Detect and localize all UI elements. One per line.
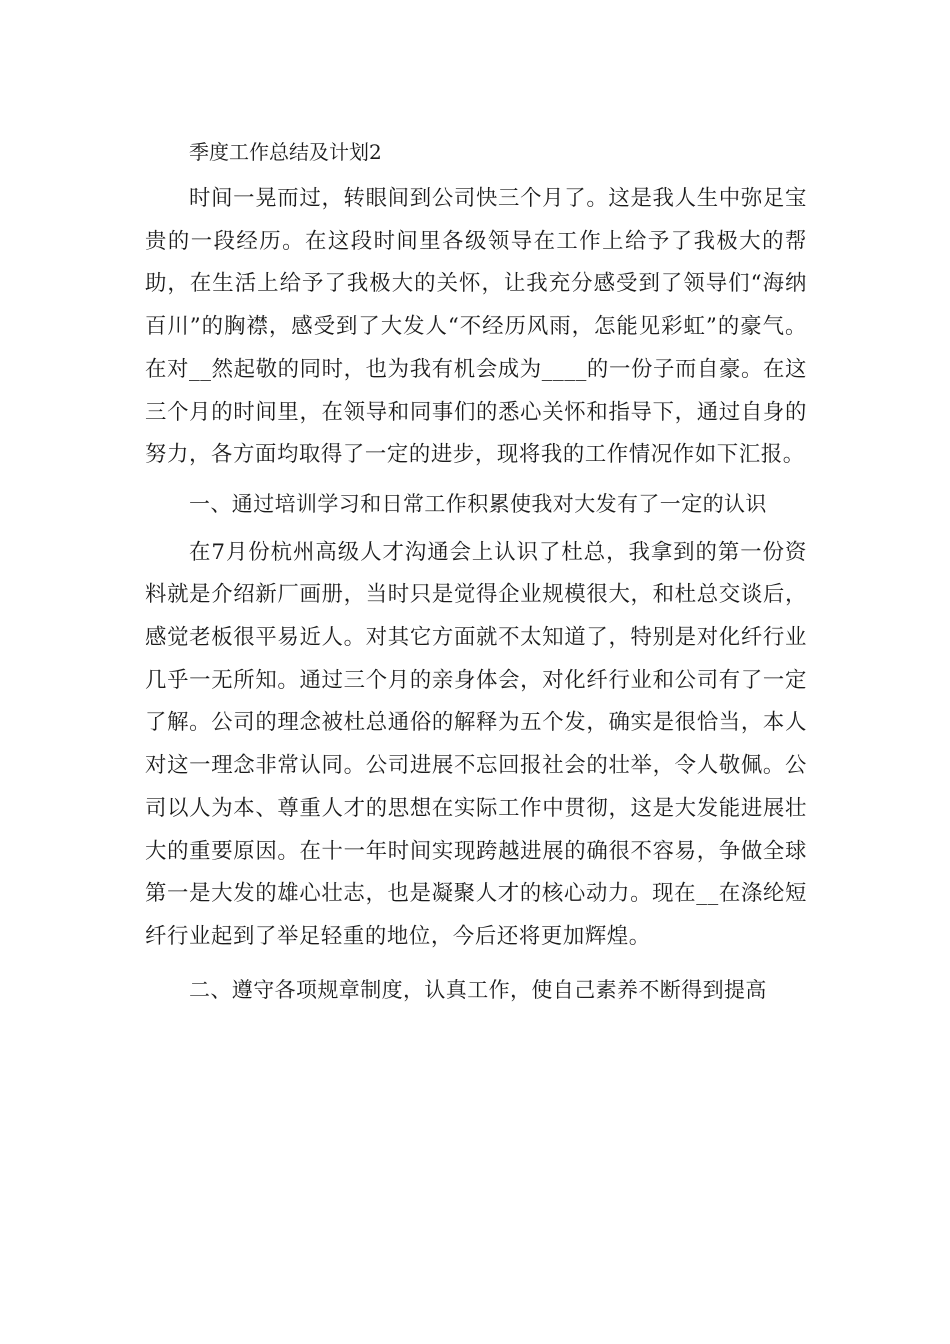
- section-heading-1: 一、通过培训学习和日常工作积累使我对大发有了一定的认识: [189, 491, 767, 516]
- document-body: [145, 132, 807, 1011]
- section-heading-2: 二、遵守各项规章制度，认真工作，使自己素养不断得到提高: [189, 977, 767, 1002]
- document-title: 季度工作总结及计划2: [189, 140, 382, 164]
- paragraph-intro: 时间一晃而过，转眼间到公司快三个月了。这是我人生中弥足宝贵的一段经历。在这段时间里各级领导在工作上给予了我极大的帮助，在生活上给予了我极大的关怀，让我充分感受到了领导们“海纳百川”的胸襟，感受到了大发人“不经历风雨，怎能见彩虹”的豪气。在对__然起敬的同时，也为我有机会成为____的一份子而自豪。在这三个月的时间里，在领导和同事们的悉心关怀和指导下，通过自身的努力，各方面均取得了一定的进步，现将我的工作情况作如下汇报。: [145, 186, 807, 468]
- paragraph-section-1: 在7月份杭州高级人才沟通会上认识了杜总，我拿到的第一份资料就是介绍新厂画册，当时只是觉得企业规模很大，和杜总交谈后，感觉老板很平易近人。对其它方面就不太知道了，特别是对化纤行业几乎一无所知。通过三个月的亲身体会，对化纤行业和公司有了一定了解。公司的理念被杜总通俗的解释为五个发，确实是很恰当，本人对这一理念非常认同。公司进展不忘回报社会的壮举，令人敬佩。公司以人为本、尊重人才的思想在实际工作中贯彻，这是大发能进展壮大的重要原因。在十一年时间实现跨越进展的确很不容易，争做全球第一是大发的雄心壮志，也是凝聚人才的核心动力。现在__在涤纶短纤行业起到了举足轻重的地位，今后还将更加辉煌。: [145, 539, 807, 949]
